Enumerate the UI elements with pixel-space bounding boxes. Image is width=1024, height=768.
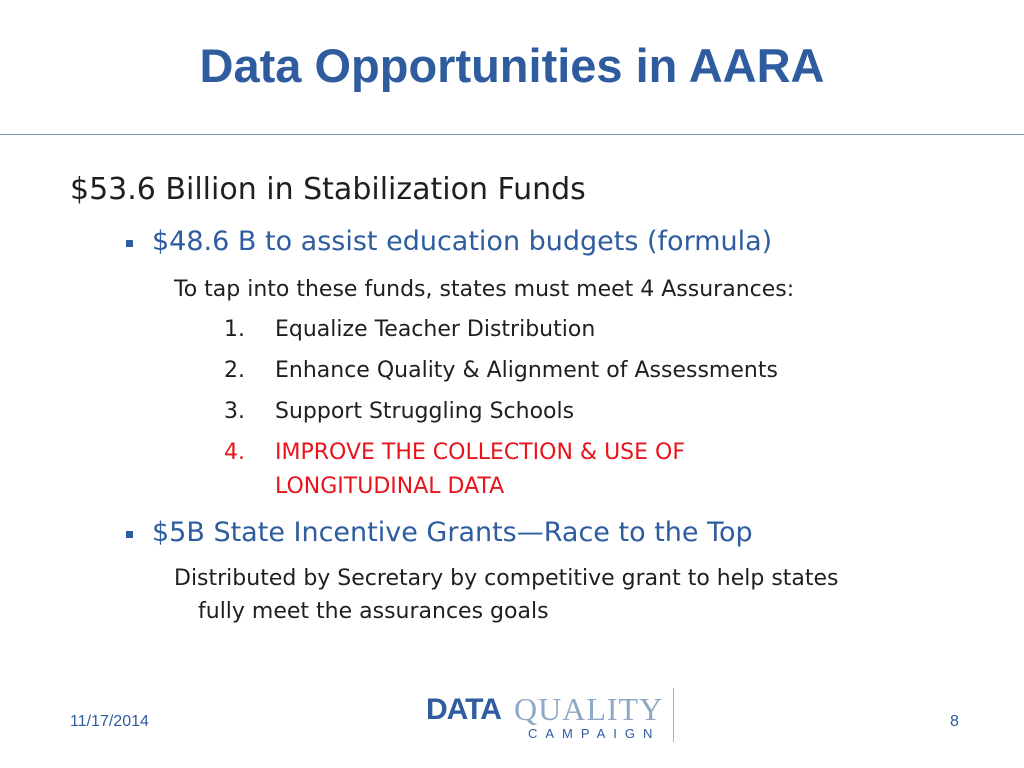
title-divider bbox=[0, 134, 1024, 135]
race-to-top-detail: Distributed by Secretary by competitive grant to help states bbox=[174, 566, 839, 591]
slide-title: Data Opportunities in AARA bbox=[199, 39, 825, 92]
logo-divider bbox=[673, 688, 674, 742]
footer-date: 11/17/2014 bbox=[70, 713, 149, 730]
assurance-number: 3. bbox=[224, 399, 245, 424]
square-bullet-icon bbox=[126, 240, 133, 247]
assurance-item-highlight: IMPROVE THE COLLECTION & USE OF bbox=[275, 440, 685, 465]
logo-quality-text: QUALITY bbox=[514, 691, 664, 727]
assurance-item: Equalize Teacher Distribution bbox=[275, 317, 596, 342]
assurance-item: Support Struggling Schools bbox=[275, 399, 575, 424]
assurance-number: 2. bbox=[224, 358, 245, 383]
page-number: 8 bbox=[950, 713, 959, 730]
logo-campaign-text: CAMPAIGN bbox=[528, 726, 661, 741]
assurance-number: 1. bbox=[224, 317, 245, 342]
race-to-top-detail-cont: fully meet the assurances goals bbox=[198, 599, 549, 624]
bullet-formula: $48.6 B to assist education budgets (formula) bbox=[152, 226, 773, 257]
assurance-item-highlight-cont: LONGITUDINAL DATA bbox=[275, 474, 505, 499]
assurances-intro: To tap into these funds, states must meet 4 Assurances: bbox=[174, 277, 795, 302]
data-quality-campaign-logo bbox=[426, 688, 676, 744]
bullet-race-to-top: $5B State Incentive Grants—Race to the Top bbox=[152, 517, 753, 548]
assurance-number-highlight: 4. bbox=[224, 440, 245, 465]
square-bullet-icon bbox=[126, 531, 133, 538]
main-heading: $53.6 Billion in Stabilization Funds bbox=[70, 172, 586, 207]
assurance-item: Enhance Quality & Alignment of Assessments bbox=[275, 358, 778, 383]
logo-data-text: DATA bbox=[426, 693, 501, 726]
